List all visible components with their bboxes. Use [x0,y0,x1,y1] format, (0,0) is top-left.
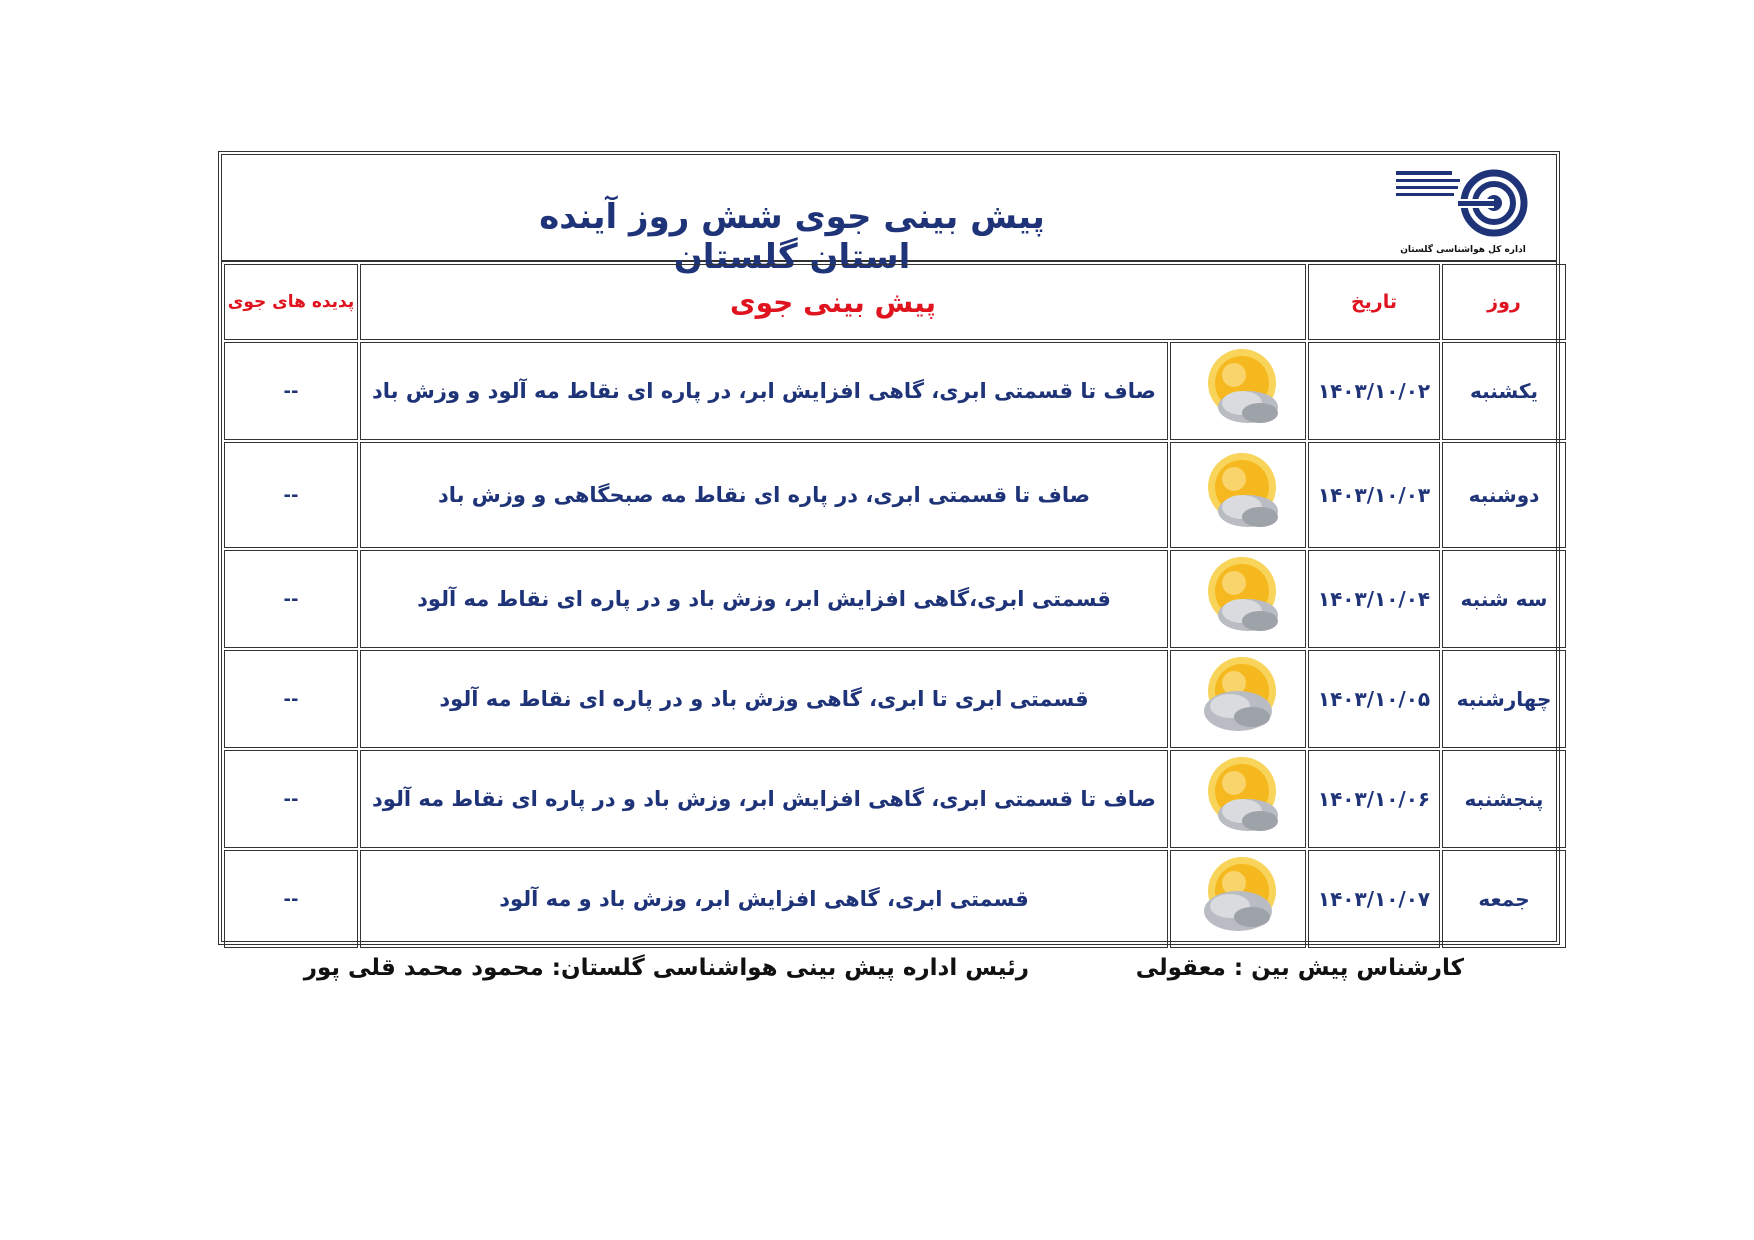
day-cell: چهارشنبه [1442,650,1566,748]
date-cell: ۱۴۰۳/۱۰/۰۴ [1308,550,1440,648]
logo-emblem-icon [1388,165,1538,237]
forecast-cell: قسمتی ابری،گاهی افزایش ابر، وزش باد و در پاره ای نقاط مه آلود [360,550,1168,648]
forecaster-credit: کارشناس پیش بین : معقولی [1135,955,1464,981]
meteorological-organization-logo [1388,165,1538,255]
phenomena-cell: -- [224,342,358,440]
forecast-frame [218,151,1560,945]
weather-icon-cell [1170,442,1306,548]
head-credit: رئیس اداره پیش بینی هواشناسی گلستان: محمود محمد قلی پور [303,955,1029,981]
weather-icon-cell [1170,850,1306,948]
phenomena-cell: -- [224,750,358,848]
day-cell: دوشنبه [1442,442,1566,548]
page-title: پیش بینی جوی شش روز آینده استان گلستان [539,197,1045,277]
table-body [224,342,1566,948]
day-cell: سه شنبه [1442,550,1566,648]
date-cell: ۱۴۰۳/۱۰/۰۲ [1308,342,1440,440]
phenomena-cell: -- [224,850,358,948]
table-header-row [224,264,1566,340]
forecast-cell: قسمتی ابری تا ابری، گاهی وزش باد و در پاره ای نقاط مه آلود [360,650,1168,748]
header-row [222,155,1556,277]
header-date: تاریخ [1308,264,1440,340]
table-row [224,750,1566,848]
forecast-cell: صاف تا قسمتی ابری، در پاره ای نقاط مه صبحگاهی و وزش باد [360,442,1168,548]
forecast-cell: صاف تا قسمتی ابری، گاهی افزایش ابر، در پاره ای نقاط مه آلود و وزش باد [360,342,1168,440]
weather-icon-cell [1170,342,1306,440]
phenomena-cell: -- [224,650,358,748]
forecast-table [222,262,1568,950]
day-cell: یکشنبه [1442,342,1566,440]
header-day: روز [1442,264,1566,340]
partly-cloudy-sun-icon [1190,420,1286,439]
logo-subtitle: اداره کل هواشناسی گلستان [1400,245,1526,255]
partly-cloudy-sun-icon [1190,628,1286,647]
partly-cloudy-sun-icon [1190,524,1286,543]
table-row [224,550,1566,648]
header-phenomena: پدیده های جوی [224,264,358,340]
phenomena-cell: -- [224,550,358,648]
header-forecast: پیش بینی جوی [360,264,1306,340]
day-cell: پنجشنبه [1442,750,1566,848]
date-cell: ۱۴۰۳/۱۰/۰۷ [1308,850,1440,948]
forecast-inner [221,154,1557,942]
date-cell: ۱۴۰۳/۱۰/۰۶ [1308,750,1440,848]
phenomena-cell: -- [224,442,358,548]
table-row [224,342,1566,440]
weather-icon-cell [1170,650,1306,748]
cloudy-sun-icon [1190,928,1286,947]
date-cell: ۱۴۰۳/۱۰/۰۵ [1308,650,1440,748]
cloudy-sun-icon [1190,728,1286,747]
forecast-cell: قسمتی ابری، گاهی افزایش ابر، وزش باد و مه آلود [360,850,1168,948]
table-row [224,850,1566,948]
table-row [224,442,1566,548]
forecast-cell: صاف تا قسمتی ابری، گاهی افزایش ابر، وزش باد و در پاره ای نقاط مه آلود [360,750,1168,848]
table-row [224,650,1566,748]
weather-icon-cell [1170,750,1306,848]
weather-icon-cell [1170,550,1306,648]
date-cell: ۱۴۰۳/۱۰/۰۳ [1308,442,1440,548]
day-cell: جمعه [1442,850,1566,948]
partly-cloudy-sun-icon [1190,828,1286,847]
